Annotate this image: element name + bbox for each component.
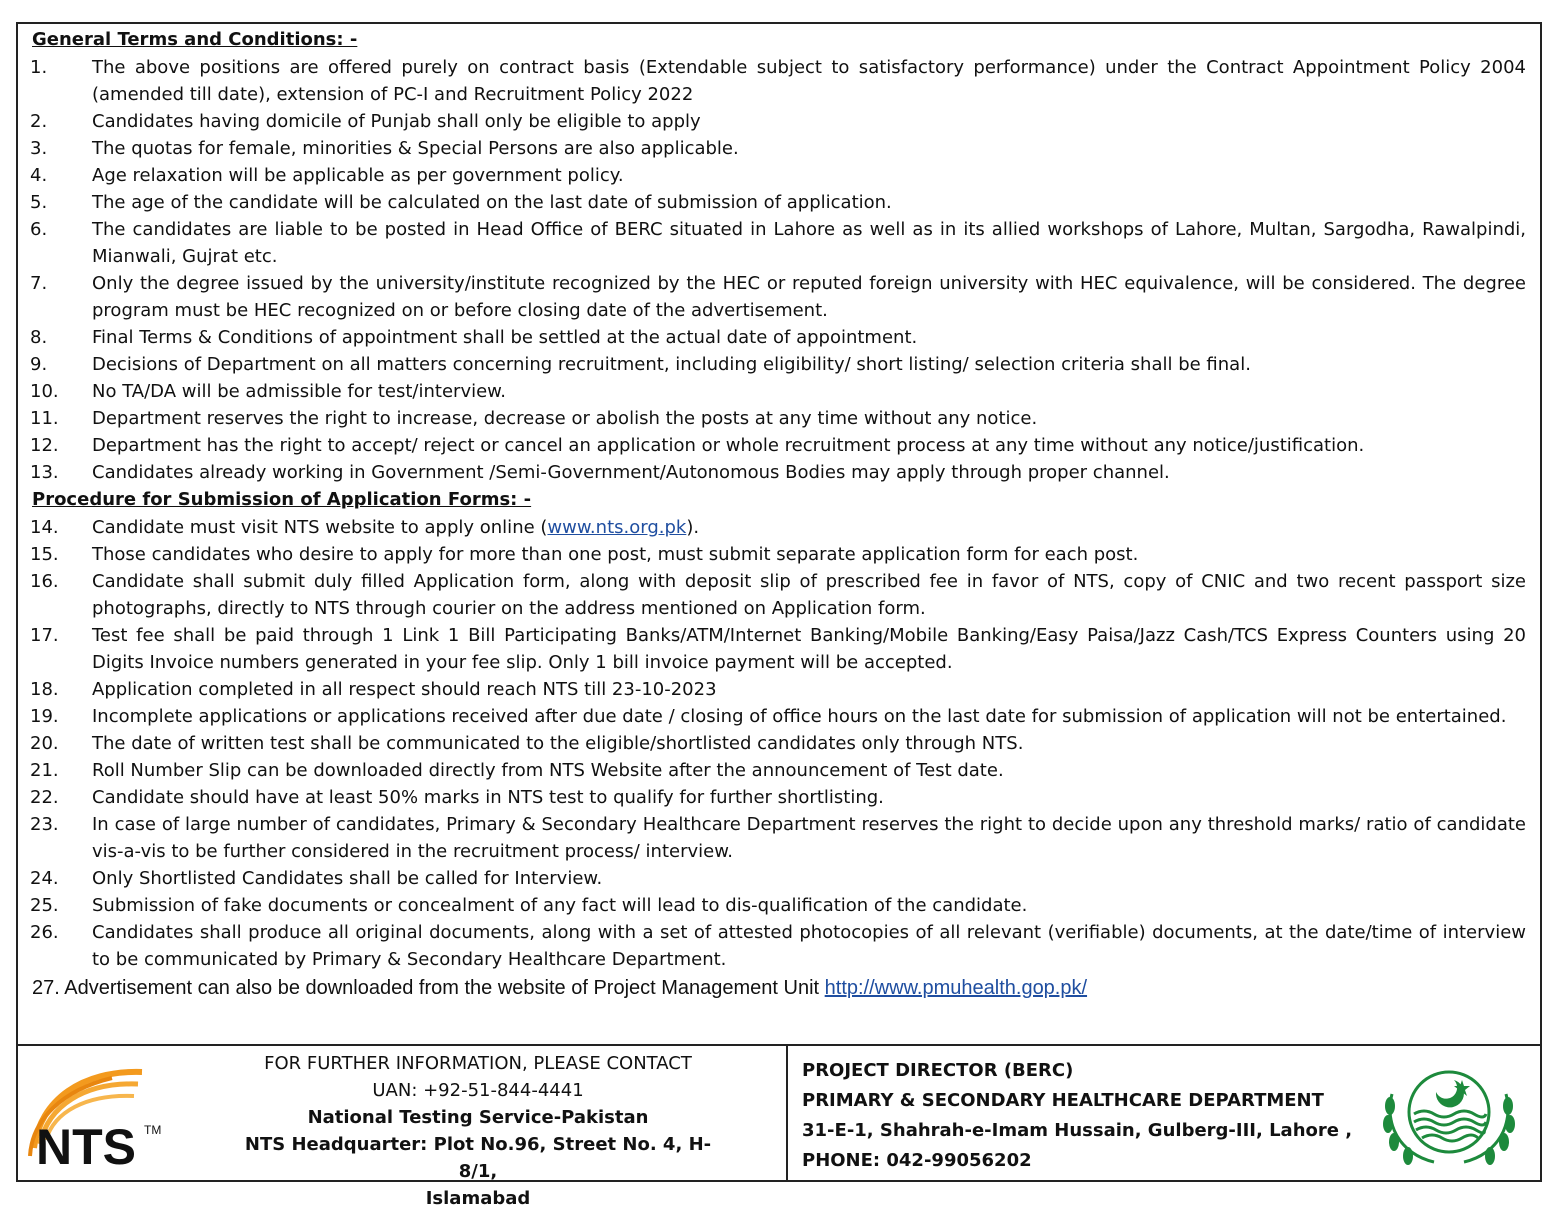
item-text: Department has the right to accept/ reject or cancel an application or whole recruitment process at any time without any notice/justification. <box>92 435 1365 456</box>
item-number: 21. <box>30 760 59 781</box>
list-item <box>30 378 1526 405</box>
department-address: 31-E-1, Shahrah-e-Imam Hussain, Gulberg-III, Lahore , <box>802 1120 1353 1141</box>
department-phone: PHONE: 042-99056202 <box>802 1150 1032 1171</box>
list-item <box>30 811 1526 865</box>
list-item <box>30 676 1526 703</box>
item-number: 24. <box>30 868 59 889</box>
list-item <box>30 703 1526 730</box>
item-text: Those candidates who desire to apply for more than one post, must submit separate application form for each post. <box>92 544 1139 565</box>
item-number: 12. <box>30 435 59 456</box>
footer <box>18 1044 1540 1209</box>
item-number: 10. <box>30 381 59 402</box>
item-text: Candidates having domicile of Punjab shall only be eligible to apply <box>92 111 701 132</box>
item-number: 8. <box>30 327 48 348</box>
item-text-end: ). <box>686 517 700 538</box>
nts-logo-tm: TM <box>144 1123 162 1137</box>
item-number: 4. <box>30 165 48 186</box>
list-item <box>30 757 1526 784</box>
item-number: 6. <box>30 219 48 240</box>
director-title: PROJECT DIRECTOR (BERC) <box>802 1060 1074 1081</box>
item-number: 5. <box>30 192 48 213</box>
item-number: 1. <box>30 57 48 78</box>
list-item <box>30 108 1526 135</box>
item-number: 19. <box>30 706 59 727</box>
terms-content <box>18 24 1540 1048</box>
contact-address: NTS Headquarter: Plot No.96, Street No. 4, H-8/1, <box>244 1134 712 1182</box>
item-text: 27. Advertisement can also be downloaded from the website of Project Management Unit <box>32 977 825 999</box>
item-text: Candidate must visit NTS website to apply online ( <box>92 517 548 538</box>
contact-info <box>228 1050 728 1212</box>
item-number: 22. <box>30 787 59 808</box>
list-item <box>30 432 1526 459</box>
item-text: The date of written test shall be communicated to the eligible/shortlisted candidates only through NTS. <box>92 733 1024 754</box>
item-text: The above positions are offered purely on contract basis (Extendable subject to satisfactory performance) under the Contract Appointment Policy 2004 (amended till date), extension of PC-I and Recruitment Policy 2022 <box>92 57 1526 105</box>
list-item <box>30 622 1526 676</box>
item-text: No TA/DA will be admissible for test/interview. <box>92 381 506 402</box>
contact-city: Islamabad <box>425 1188 531 1209</box>
list-item <box>30 189 1526 216</box>
item-number: 9. <box>30 354 48 375</box>
advertisement-sheet <box>16 22 1542 1209</box>
contact-org: National Testing Service-Pakistan <box>307 1107 649 1128</box>
item-text: The age of the candidate will be calculated on the last date of submission of application. <box>92 192 892 213</box>
list-item <box>30 784 1526 811</box>
contact-uan: UAN: +92-51-844-4441 <box>372 1080 584 1101</box>
item-text: The quotas for female, minorities & Special Persons are also applicable. <box>92 138 739 159</box>
item-number: 18. <box>30 679 59 700</box>
item-text: Candidates shall produce all original documents, along with a set of attested photocopies of all relevant (verifiable) documents, at the date/time of interview to be communicated by Primary & Secondary Healthcare Department. <box>92 922 1526 970</box>
list-item <box>30 351 1526 378</box>
list-item <box>30 892 1526 919</box>
list-item <box>30 459 1526 486</box>
list-item <box>30 568 1526 622</box>
list-item <box>30 730 1526 757</box>
nts-logo-icon <box>22 1060 172 1170</box>
pmu-website-link[interactable]: http://www.pmuhealth.gop.pk/ <box>824 977 1088 999</box>
item-text: Candidate should have at least 50% marks in NTS test to qualify for further shortlisting. <box>92 787 884 808</box>
item-number: 15. <box>30 544 59 565</box>
item-text: In case of large number of candidates, Primary & Secondary Healthcare Department reserves the right to decide upon any threshold marks/ ratio of candidate vis-a-vis to be further considered in the recruitment process/ interview. <box>92 814 1526 862</box>
item-number: 25. <box>30 895 59 916</box>
list-item-27 <box>30 975 1526 1001</box>
item-text: Candidates already working in Government /Semi-Government/Autonomous Bodies may apply through proper channel. <box>92 462 1170 483</box>
item-number: 11. <box>30 408 59 429</box>
procedure-heading: Procedure for Submission of Application Forms: - <box>32 489 532 510</box>
department-name: PRIMARY & SECONDARY HEALTHCARE DEPARTMENT <box>802 1090 1324 1111</box>
item-text: Decisions of Department on all matters concerning recruitment, including eligibility/ short listing/ selection criteria shall be final. <box>92 354 1251 375</box>
general-terms-list <box>30 54 1526 486</box>
item-number: 17. <box>30 625 59 646</box>
item-number: 2. <box>30 111 48 132</box>
item-number: 7. <box>30 273 48 294</box>
item-number: 3. <box>30 138 48 159</box>
item-number: 13. <box>30 462 59 483</box>
procedure-list <box>30 541 1526 973</box>
list-item <box>30 216 1526 270</box>
item-number: 26. <box>30 922 59 943</box>
general-terms-heading: General Terms and Conditions: - <box>32 29 358 50</box>
list-item <box>30 405 1526 432</box>
item-text: Only Shortlisted Candidates shall be called for Interview. <box>92 868 603 889</box>
nts-website-link[interactable]: www.nts.org.pk <box>547 517 687 538</box>
item-number: 14. <box>30 517 59 538</box>
list-item <box>30 514 1526 541</box>
nts-logo-text: NTS <box>36 1119 136 1170</box>
item-text: Department reserves the right to increase, decrease or abolish the posts at any time without any notice. <box>92 408 1038 429</box>
item-text: Roll Number Slip can be downloaded directly from NTS Website after the announcement of Test date. <box>92 760 1004 781</box>
item-text: Submission of fake documents or concealment of any fact will lead to dis-qualification of the candidate. <box>92 895 1028 916</box>
list-item <box>30 865 1526 892</box>
list-item <box>30 919 1526 973</box>
list-item <box>30 324 1526 351</box>
footer-divider <box>786 1046 788 1180</box>
item-number: 23. <box>30 814 59 835</box>
item-text: Candidate shall submit duly filled Application form, along with deposit slip of prescribed fee in favor of NTS, copy of CNIC and two recent passport size photographs, directly to NTS through courier on the address mentioned on Application form. <box>92 571 1526 619</box>
item-number: 16. <box>30 571 59 592</box>
item-text: Final Terms & Conditions of appointment shall be settled at the actual date of appointment. <box>92 327 918 348</box>
item-text: Application completed in all respect should reach NTS till 23-10-2023 <box>92 679 717 700</box>
item-text: Only the degree issued by the university/institute recognized by the HEC or reputed foreign university with HEC equivalence, will be considered. The degree program must be HEC recognized on or before closing date of the advertisement. <box>92 273 1526 321</box>
item-text: Age relaxation will be applicable as per government policy. <box>92 165 624 186</box>
list-item <box>30 54 1526 108</box>
contact-line: FOR FURTHER INFORMATION, PLEASE CONTACT <box>264 1053 692 1074</box>
list-item <box>30 270 1526 324</box>
list-item <box>30 162 1526 189</box>
list-item <box>30 135 1526 162</box>
government-of-punjab-seal-icon <box>1374 1054 1524 1174</box>
item-text: Test fee shall be paid through 1 Link 1 Bill Participating Banks/ATM/Internet Banking/Mobile Banking/Easy Paisa/Jazz Cash/TCS Express Counters using 20 Digits Invoice numbers generated in your fee slip. Only 1 bill invoice payment will be accepted. <box>92 625 1526 673</box>
item-number: 20. <box>30 733 59 754</box>
director-info <box>802 1056 1362 1176</box>
item-text: Incomplete applications or applications received after due date / closing of office hours on the last date for submission of application will not be entertained. <box>92 706 1507 727</box>
item-text: The candidates are liable to be posted in Head Office of BERC situated in Lahore as well as in its allied workshops of Lahore, Multan, Sargodha, Rawalpindi, Mianwali, Gujrat etc. <box>92 219 1526 267</box>
list-item <box>30 541 1526 568</box>
